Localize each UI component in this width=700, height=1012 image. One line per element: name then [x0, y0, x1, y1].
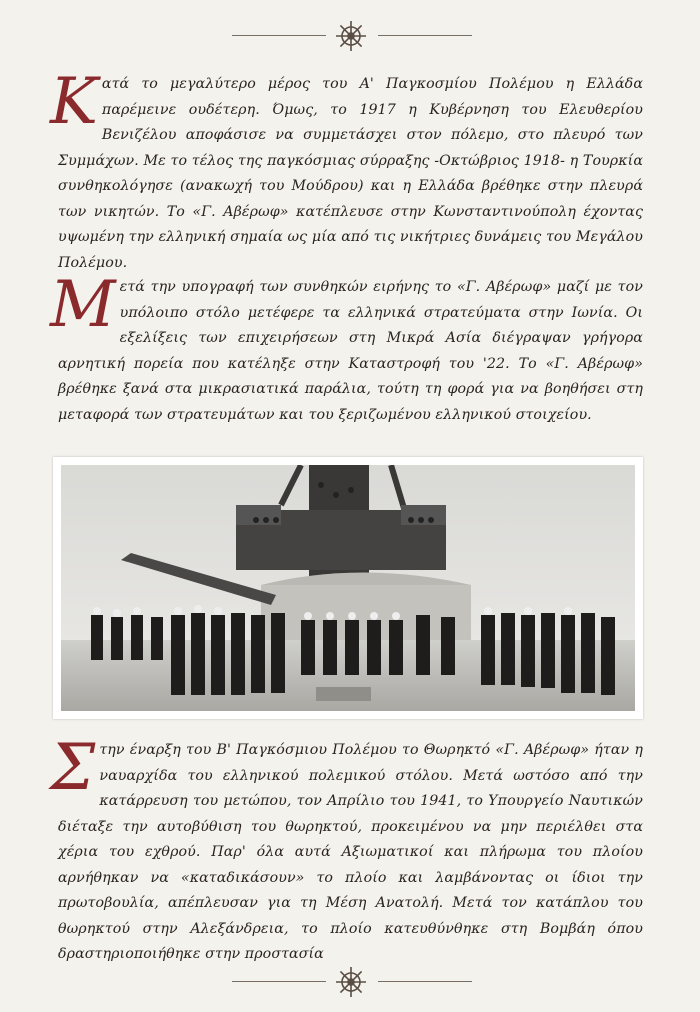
top-ornament [0, 16, 700, 56]
paragraph-text: την έναρξη του Β' Παγκόσμιου Πολέμου το Θωρηκτό «Γ. Αβέρωφ» ήταν η ναυαρχίδα του ελληνικού πολεμικού στόλου. Μετά ωστόσο από την κατάρρευση του μετώπου, τον Απρίλιο του 1941, το Υπουργείο Ναυτικών διέταξε την αυτοβύθιση του θωρηκτού, προκειμένου να μην περιέλθει στα χέρια του εχθρού. Παρ' όλα αυτά Αξιωματικοί και πλήρωμα του πλοίου αρνήθηκαν να «καταδικάσουν» το πλοίο και λαμβάνοντας οι ίδιοι την πρωτοβουλία, απέπλευσαν για τη Μέση Ανατολή. Μετά τον κατάπλου του θωρηκτού στην Αλεξάνδρεια, το πλοίο κατευθύνθηκε στη Βομβάη όπου δραστηριοποιήθηκε στην προστασία [58, 742, 643, 962]
ornament-line-right [378, 981, 472, 982]
paragraph-ww2 [50, 731, 643, 968]
bottom-ornament [0, 962, 700, 1002]
paragraph-text: ατά το μεγαλύτερο μέρος του Α' Παγκοσμίου Πολέμου η Ελλάδα παρέμεινε ουδέτερη. Όμως, το 1917 η Κυβέρνηση του Ελευθερίου Βενιζέλου αποφάσισε να συμμετάσχει στον πόλεμο, στο πλευρό των Συμμάχων. Με το τέλος της παγκόσμιας σύρραξης -Οκτώβριος 1918- η Τουρκία συνθηκολόγησε (ανακωχή του Μούδρου) και η Ελλάδα βρέθηκε στην πλευρά των νικητών. Το «Γ. Αβέρωφ» κατέπλευσε στην Κωνσταντινούπολη έχοντας υψωμένη την ελληνική σημαία ως μία από τις νικήτριες δυνάμεις του Μεγάλου Πολέμου. [58, 76, 643, 271]
paragraph-text: ετά την υπογραφή των συνθηκών ειρήνης το «Γ. Αβέρωφ» μαζί με τον υπόλοιπο στόλο μετέφερε τα ελληνικά στρατεύματα στην Ιωνία. Οι εξελίξεις των επιχειρήσεων στη Μικρά Ασία διέγραψαν γρήγορα αρνητική πορεία που κατέληξε στην Καταστροφή του '22. Το «Γ. Αβέρωφ» βρέθηκε ξανά στα μικρασιατικά παράλια, τούτη τη φορά για να βοηθήσει στη μεταφορά των στρατευμάτων και του ξεριζωμένου ελληνικού στοιχείου. [58, 279, 643, 423]
battleship-crew-photo [61, 465, 635, 711]
ornament-line-right [378, 35, 472, 36]
ship-wheel-icon [334, 19, 368, 53]
ornament-line-left [232, 981, 326, 982]
drop-cap: Μ [50, 268, 116, 342]
drop-cap: Κ [50, 65, 98, 139]
photo-frame [53, 457, 643, 719]
ship-wheel-icon [334, 965, 368, 999]
paragraph-asia-minor [50, 268, 643, 428]
drop-cap: Σ [50, 731, 96, 805]
ornament-line-left [232, 35, 326, 36]
paragraph-ww1 [50, 65, 643, 276]
